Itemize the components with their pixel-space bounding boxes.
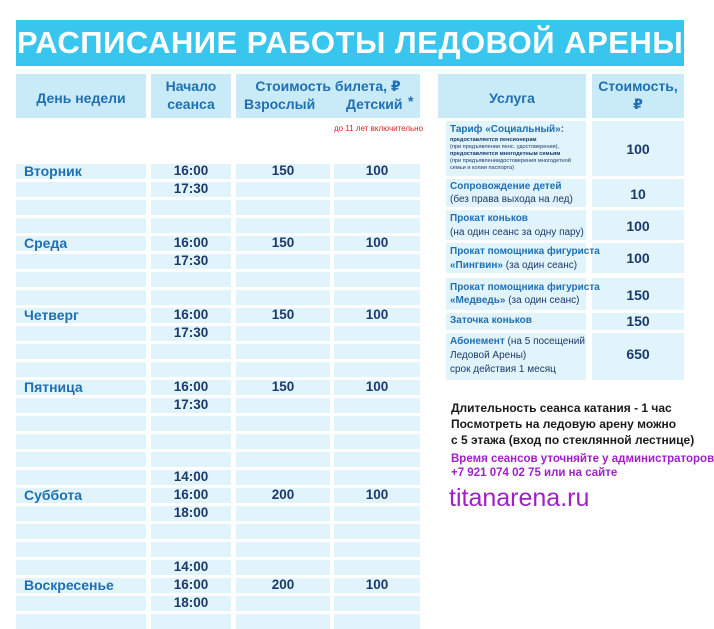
- schedule-empty-cell: [16, 542, 146, 557]
- header-child-label: Детский: [346, 96, 403, 112]
- schedule-cell: [16, 326, 146, 341]
- schedule-cell: [334, 560, 420, 575]
- child-price: 100: [365, 577, 389, 592]
- schedule-cell: [16, 470, 146, 485]
- schedule-empty-cell: [151, 434, 231, 449]
- service-social-line5: семьи и копии паспорта): [450, 165, 515, 171]
- day-name: Вторник: [24, 163, 82, 179]
- schedule-empty-cell: [236, 524, 330, 539]
- day-name: Четверг: [24, 307, 79, 323]
- schedule-empty-cell: [151, 344, 231, 359]
- schedule-cell: [16, 596, 146, 611]
- schedule-empty-cell: [151, 272, 231, 287]
- header-day-label: День недели: [36, 90, 126, 106]
- service-penguin-note: (за один сеанс): [505, 260, 578, 271]
- child-price: 100: [365, 379, 389, 394]
- schedule-empty-cell: [236, 452, 330, 467]
- child-price: 100: [365, 487, 389, 502]
- schedule-empty-cell: [236, 416, 330, 431]
- session-time: 18:00: [173, 595, 209, 610]
- service-pass-title: Абонемент: [450, 336, 505, 347]
- child-price: 100: [365, 307, 389, 322]
- service-escort-price: 10: [630, 186, 646, 202]
- service-social-title: Тариф «Социальный»:: [450, 124, 565, 135]
- page-title: РАСПИСАНИЕ РАБОТЫ ЛЕДОВОЙ АРЕНЫ: [16, 20, 684, 66]
- schedule-empty-cell: [334, 524, 420, 539]
- service-social-line4: (при предъявлениидостоверения многодетной: [450, 158, 571, 164]
- schedule-empty-cell: [16, 434, 146, 449]
- service-social-price: 100: [626, 141, 650, 157]
- schedule-empty-cell: [16, 272, 146, 287]
- info-view-line1: Посмотреть на ледовую арену можно: [451, 417, 677, 431]
- header-child-mark: *: [408, 93, 414, 109]
- schedule-empty-cell: [236, 272, 330, 287]
- schedule-empty-cell: [236, 344, 330, 359]
- schedule-empty-cell: [151, 542, 231, 557]
- schedule-cell: [236, 506, 330, 521]
- schedule-empty-cell: [334, 452, 420, 467]
- schedule-empty-cell: [236, 200, 330, 215]
- service-skates-title: Прокат коньков: [450, 213, 528, 224]
- schedule-empty-cell: [151, 200, 231, 215]
- adult-price: 200: [271, 577, 295, 592]
- schedule-cell: [16, 398, 146, 413]
- schedule-empty-cell: [334, 290, 420, 305]
- service-sharpen-title: Заточка коньков: [450, 315, 532, 326]
- schedule-cell: [236, 326, 330, 341]
- session-time: 16:00: [173, 577, 209, 592]
- header-service-label: Услуга: [489, 90, 535, 106]
- schedule-cell: [16, 560, 146, 575]
- schedule-empty-cell: [236, 362, 330, 377]
- schedule-cell: [334, 182, 420, 197]
- session-time: 16:00: [173, 379, 209, 394]
- info-contact-phone[interactable]: +7 921 074 02 75 или на сайте: [451, 467, 618, 479]
- schedule-cell: [236, 560, 330, 575]
- child-price: 100: [365, 163, 389, 178]
- service-social-line2: (при предъявлении пенс. удостоверения),: [450, 144, 560, 150]
- adult-price: 150: [271, 163, 295, 178]
- session-time: 14:00: [173, 469, 209, 484]
- service-penguin-subline: [450, 260, 577, 271]
- service-bear-subline: [450, 295, 580, 306]
- session-time: 16:00: [173, 307, 209, 322]
- schedule-empty-cell: [334, 614, 420, 629]
- header-start-line2: сеанса: [167, 96, 215, 112]
- schedule-empty-cell: [16, 362, 146, 377]
- schedule-empty-cell: [334, 344, 420, 359]
- schedule-empty-cell: [334, 218, 420, 233]
- schedule-empty-cell: [151, 362, 231, 377]
- session-time: 17:30: [173, 397, 209, 412]
- adult-price: 150: [271, 307, 295, 322]
- schedule-empty-cell: [151, 452, 231, 467]
- service-pass-line1: [450, 336, 585, 347]
- schedule-cell: [334, 596, 420, 611]
- session-time: 16:00: [173, 163, 209, 178]
- schedule-cell: [236, 182, 330, 197]
- schedule-empty-cell: [236, 614, 330, 629]
- session-time: 17:30: [173, 325, 209, 340]
- day-name: Пятница: [24, 379, 83, 395]
- schedule-empty-cell: [236, 434, 330, 449]
- session-time: 16:00: [173, 487, 209, 502]
- schedule-empty-cell: [334, 272, 420, 287]
- schedule-cell: [334, 326, 420, 341]
- service-pass-note1: (на 5 посещений: [507, 336, 585, 347]
- schedule-empty-cell: [236, 290, 330, 305]
- schedule-empty-cell: [151, 614, 231, 629]
- schedule-empty-cell: [16, 218, 146, 233]
- child-age-note: до 11 лет включительно: [334, 124, 424, 133]
- schedule-empty-cell: [334, 542, 420, 557]
- session-time: 14:00: [173, 559, 209, 574]
- child-price: 100: [365, 235, 389, 250]
- schedule-empty-cell: [151, 524, 231, 539]
- info-session-duration: Длительность сеанса катания - 1 час: [451, 401, 672, 415]
- schedule-empty-cell: [334, 434, 420, 449]
- info-view-line2: с 5 этажа (вход по стеклянной лестнице): [451, 433, 695, 447]
- service-penguin-name: «Пингвин»: [450, 260, 503, 271]
- schedule-cell: [334, 506, 420, 521]
- header-price-label: Стоимость билета, ₽: [255, 78, 401, 94]
- service-pass-note3: срок действия 1 месяц: [450, 364, 556, 375]
- schedule-empty-cell: [334, 200, 420, 215]
- schedule-cell: [334, 470, 420, 485]
- session-time: 16:00: [173, 235, 209, 250]
- schedule-cell: [236, 254, 330, 269]
- schedule-empty-cell: [16, 200, 146, 215]
- schedule-cell: [16, 506, 146, 521]
- website-link[interactable]: titanarena.ru: [449, 484, 590, 512]
- schedule-empty-cell: [16, 290, 146, 305]
- service-skates-note: (на один сеанс за одну пару): [450, 227, 584, 238]
- schedule-cell: [236, 596, 330, 611]
- schedule-empty-cell: [236, 218, 330, 233]
- adult-price: 150: [271, 379, 295, 394]
- header-start-line1: Начало: [165, 78, 217, 94]
- schedule-cell: [334, 254, 420, 269]
- service-social-line1: предоставляется пенсионерам: [450, 137, 537, 143]
- adult-price: 150: [271, 235, 295, 250]
- service-escort-title: Сопровождение детей: [450, 181, 562, 192]
- session-time: 17:30: [173, 253, 209, 268]
- service-bear-title: Прокат помощника фигуриста: [450, 282, 600, 293]
- day-name: Воскресенье: [24, 577, 114, 593]
- info-contact-line1: Время сеансов уточняйте у администраторов: [451, 453, 714, 465]
- schedule-empty-cell: [16, 452, 146, 467]
- header-adult-label: Взрослый: [244, 96, 316, 112]
- service-escort-note: (без права выхода на лед): [450, 194, 573, 205]
- service-penguin-title: Прокат помощника фигуриста: [450, 246, 600, 257]
- day-name: Среда: [24, 235, 68, 251]
- service-social-line3: предоставляется многодетным семьям: [450, 151, 561, 157]
- day-name: Суббота: [24, 487, 83, 503]
- session-time: 17:30: [173, 181, 209, 196]
- schedule-empty-cell: [16, 416, 146, 431]
- schedule-empty-cell: [236, 542, 330, 557]
- service-pass-note2: Ледовой Арены): [450, 350, 527, 361]
- service-bear-price: 150: [626, 287, 650, 303]
- schedule-empty-cell: [151, 290, 231, 305]
- schedule-empty-cell: [334, 416, 420, 431]
- schedule-cell: [16, 254, 146, 269]
- header-service-price-line1: Стоимость,: [598, 78, 678, 94]
- service-bear-name: «Медведь»: [450, 295, 506, 306]
- schedule-empty-cell: [151, 416, 231, 431]
- session-time: 18:00: [173, 505, 209, 520]
- schedule-empty-cell: [334, 362, 420, 377]
- service-sharpen-price: 150: [626, 313, 650, 329]
- adult-price: 200: [271, 487, 295, 502]
- schedule-empty-cell: [16, 344, 146, 359]
- schedule-empty-cell: [16, 614, 146, 629]
- service-skates-price: 100: [626, 218, 650, 234]
- service-bear-note: (за один сеанс): [508, 295, 580, 306]
- schedule-cell: [236, 470, 330, 485]
- service-penguin-price: 100: [626, 250, 650, 266]
- schedule-empty-cell: [151, 218, 231, 233]
- schedule-cell: [334, 398, 420, 413]
- schedule-cell: [236, 398, 330, 413]
- schedule-empty-cell: [16, 524, 146, 539]
- header-service-price-line2: ₽: [633, 96, 643, 112]
- service-pass-price: 650: [626, 346, 650, 362]
- schedule-cell: [16, 182, 146, 197]
